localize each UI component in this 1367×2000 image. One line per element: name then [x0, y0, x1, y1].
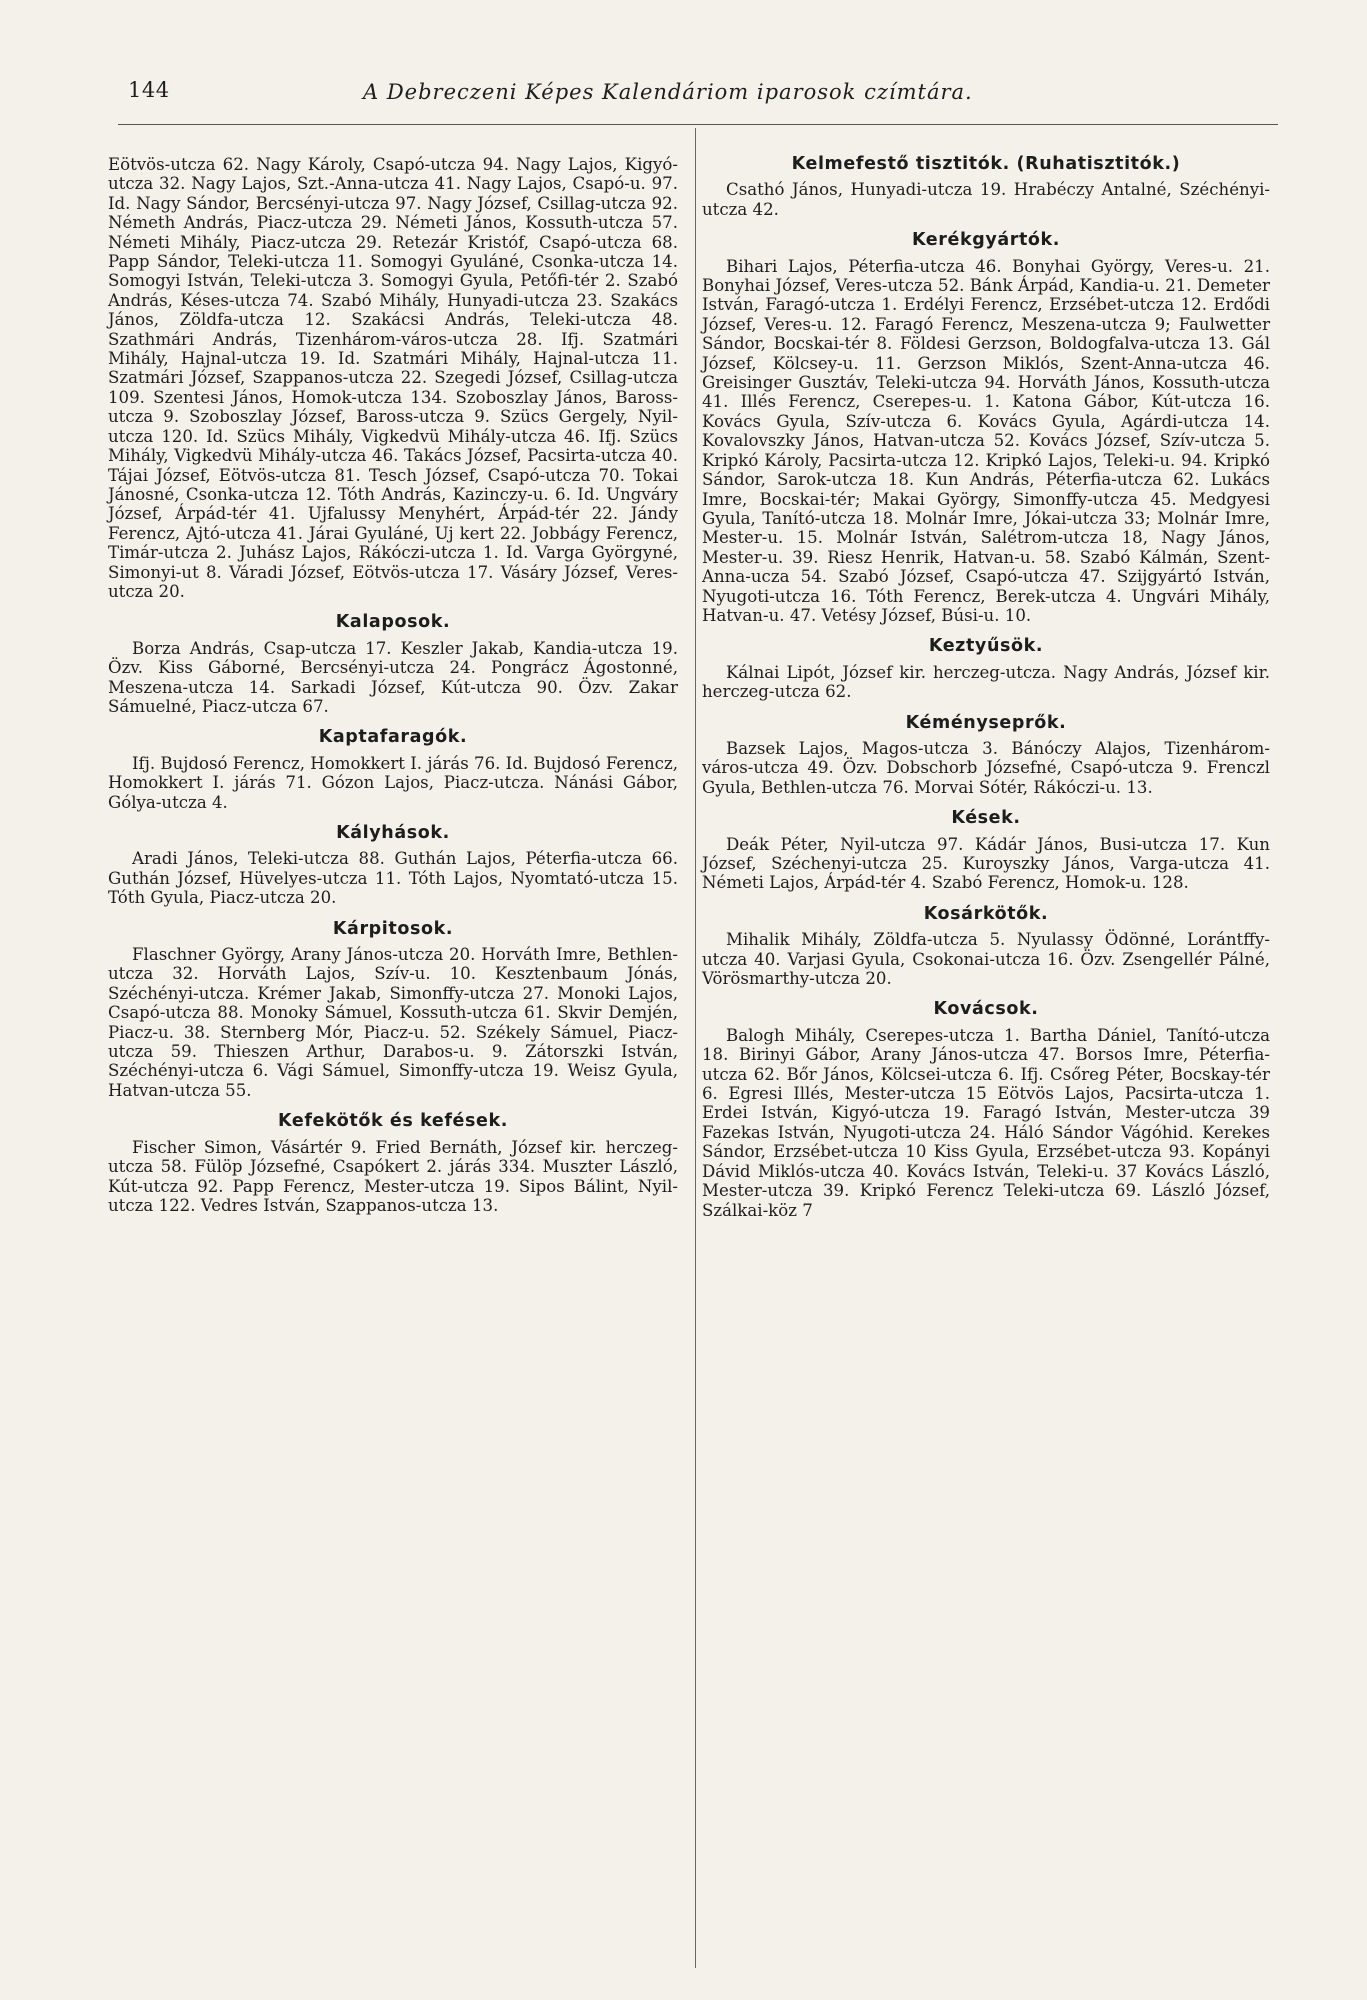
- section-heading: Kaptafaragók.: [318, 727, 468, 748]
- section-body: Aradi János, Teleki-utcza 88. Guthán Lajos, Péterfia-utcza 66. Guthán József, Hüvelyes-utcza 11. Tóth Lajos, Nyomtató-utcza 15. Tóth Gyula, Piacz-utcza 20.: [108, 849, 678, 908]
- section-heading: Keztyűsök.: [928, 636, 1044, 657]
- section-kaptafaragok: [108, 728, 678, 812]
- section-body: Borza András, Csap-utcza 17. Keszler Jakab, Kandia-utcza 19. Özv. Kiss Gáborné, Bercsényi-utcza 24. Pongrácz Ágostonné, Meszena-utcza 14. Sarkadi József, Kút-utcza 90. Özv. Zakar Sámuelné, Piacz-utcza 67.: [108, 638, 678, 716]
- section-kosarkotok: [702, 905, 1270, 989]
- section-body: Fischer Simon, Vásártér 9. Fried Bernáth, József kir. herczeg-utcza 58. Fülöp Józsefné, Csapókert 2. járás 334. Muszter László, Kút-utcza 92. Papp Ferencz, Mester-utcza 19. Sipos Bálint, Nyil-utcza 122. Vedres István, Szappanos-utcza 13.: [108, 1137, 678, 1215]
- section-body: Ifj. Bujdosó Ferencz, Homokkert I. járás 76. Id. Bujdosó Ferencz, Homokkert I. járás 71. Gózon Lajos, Piacz-utcza. Nánási Gábor, Gólya-utcza 4.: [108, 753, 678, 812]
- section-body: Deák Péter, Nyil-utcza 97. Kádár János, Busi-utcza 17. Kun József, Széchenyi-utcza 25. Kuroyszky János, Varga-utcza 41. Németi Lajos, Árpád-tér 4. Szabó Ferencz, Homok-u. 128.: [702, 834, 1270, 893]
- column-divider: [695, 128, 696, 1968]
- section-heading: Kalaposok.: [335, 612, 451, 633]
- section-kelmefesto: [702, 155, 1270, 219]
- header-rule: [118, 124, 1278, 125]
- section-kalyhasok: [108, 824, 678, 908]
- page-header: [118, 78, 1278, 114]
- section-heading: Kerékgyártók.: [911, 230, 1061, 251]
- section-body: Bazsek Lajos, Magos-utcza 3. Bánóczy Alajos, Tizenhárom-város-utcza 49. Özv. Dobschorb Józsefné, Csapó-utcza 9. Frenczl Gyula, Bethlen-utcza 76. Morvai Sótér, Rákóczi-u. 13.: [702, 738, 1270, 797]
- section-heading: Kárpitosok.: [332, 918, 454, 939]
- section-body: Mihalik Mihály, Zöldfa-utcza 5. Nyulassy Ödönné, Lorántffy-utcza 40. Varjasi Gyula, Csokonai-utcza 16. Özv. Zsengellér Pálné, Vörösmarthy-utcza 20.: [702, 930, 1270, 989]
- section-heading: Kéményseprők.: [905, 712, 1067, 733]
- section-kefekotok: [108, 1112, 678, 1215]
- section-heading: Kelmefestő tisztitók. (Ruhatisztitók.): [791, 154, 1181, 174]
- section-kemenyseprok: [702, 714, 1270, 798]
- section-body: Flaschner György, Arany János-utcza 20. Horváth Imre, Bethlen-utcza 32. Horváth Lajos, Szív-u. 10. Kesztenbaum Jónás, Széchényi-utcza. Krémer Jakab, Simonffy-utcza 27. Monoki Lajos, Csapó-utcza 88. Monoky Sámuel, Kossuth-utcza 61. Skvir Demjén, Piacz-u. 38. Sternberg Mór, Piacz-u. 52. Székely Sámuel, Piacz-utcza 59. Thieszen Arthur, Darabos-u. 9. Zátorszki István, Széchényi-utcza 6. Vági Sámuel, Simonffy-utcza 19. Weisz Gyula, Hatvan-utcza 55.: [108, 945, 678, 1100]
- continued-listing: Eötvös-utcza 62. Nagy Károly, Csapó-utcza 94. Nagy Lajos, Kigyó-utcza 32. Nagy Lajos, Szt.-Anna-utcza 41. Nagy Lajos, Csapó-u. 97. Id. Nagy Sándor, Bercsényi-utcza 97. Nagy József, Csillag-utcza 92. Németh András, Piacz-utcza 29. Németi János, Kossuth-utcza 57. Németi Mihály, Piacz-utcza 29. Retezár Kristóf, Csapó-utcza 68. Papp Sándor, Teleki-utcza 11. Somogyi Gyuláné, Csonka-utcza 14. Somogyi István, Teleki-utcza 3. Somogyi Gyula, Petőfi-tér 2. Szabó András, Késes-utcza 74. Szabó Mihály, Hunyadi-utcza 23. Szakács János, Zöldfa-utcza 12. Szakácsi András, Teleki-utcza 48. Szathmári András, Tizenhárom-város-utcza 28. Ifj. Szatmári Mihály, Hajnal-utcza 19. Id. Szatmári Mihály, Hajnal-utcza 11. Szatmári József, Szappanos-utcza 22. Szegedi József, Csillag-utcza 109. Szentesi János, Homok-utcza 134. Szoboszlay János, Baross-utcza 9. Szoboszlay József, Baross-utcza 9. Szücs Gergely, Nyil-utcza 120. Id. Szücs Mihály, Vigkedvü Mihály-utcza 46. Ifj. Szücs Mihály, Vigkedvü Mihály-utcza 46. Takács József, Pacsirta-utcza 40. Tájai József, Eötvös-utcza 81. Tesch József, Csapó-utcza 70. Tokai Jánosné, Csonka-utcza 12. Tóth András, Kazinczy-u. 6. Id. Ungváry József, Árpád-tér 41. Ujfalussy Menyhért, Árpád-tér 22. Jándy Ferencz, Ajtó-utcza 41. Járai Gyuláné, Uj kert 22. Jobbágy Ferencz, Timár-utcza 2. Juhász Lajos, Rákóczi-utcza 1. Id. Varga Györgyné, Simonyi-ut 8. Váradi József, Eötvös-utcza 17. Vásáry József, Veres-utcza 20.: [108, 155, 678, 601]
- section-kerekgyartok: [702, 231, 1270, 625]
- running-title: A Debreczeni Képes Kalendáriom iparosok czímtára.: [363, 80, 973, 104]
- section-body: Kálnai Lipót, József kir. herczeg-utcza. Nagy András, József kir. herczeg-utcza 62.: [702, 662, 1270, 702]
- section-heading: Kefekötők és kefések.: [278, 1111, 508, 1132]
- right-column: [702, 155, 1270, 1220]
- page-number: 144: [128, 78, 170, 102]
- section-heading: Kések.: [951, 808, 1021, 829]
- section-body: Balogh Mihály, Cserepes-utcza 1. Bartha Dániel, Tanító-utcza 18. Birinyi Gábor, Arany János-utcza 47. Borsos Imre, Péterfia-utcza 62. Bőr János, Kölcsei-utcza 6. Ifj. Csőreg Péter, Bocskay-tér 6. Egresi Illés, Mester-utcza 15 Eötvös Lajos, Pacsirta-utcza 1. Erdei István, Kigyó-utcza 19. Faragó István, Mester-utcza 39 Fazekas István, Nyugoti-utcza 24. Háló Sándor Vágóhid. Kerekes Sándor, Erzsébet-utcza 10 Kiss Gyula, Erzsébet-utcza 93. Kopányi Dávid Miklós-utcza 40. Kovács István, Teleki-u. 37 Kovács László, Mester-utcza 39. Kripkó Ferencz Teleki-utcza 69. László József, Szálkai-köz 7: [702, 1025, 1270, 1220]
- section-heading: Kosárkötők.: [923, 903, 1049, 924]
- section-heading: Kályhások.: [336, 823, 450, 843]
- section-kovacsok: [702, 1000, 1270, 1219]
- section-body: Bihari Lajos, Péterfia-utcza 46. Bonyhai György, Veres-u. 21. Bonyhai József, Veres-utcza 52. Bánk Árpád, Kandia-u. 21. Demeter István, Faragó-utcza 1. Erdélyi Ferencz, Erzsébet-utcza 12. Erdődi József, Veres-u. 12. Faragó Ferencz, Meszena-utcza 9; Faulwetter Sándor, Bocskai-tér 8. Földesi Gerzson, Boldogfalva-utcza 13. Gál József, Kölcsey-u. 11. Gerzson Miklós, Szent-Anna-utcza 46. Greisinger Gusztáv, Teleki-utcza 94. Horváth János, Kossuth-utcza 41. Illés Ferencz, Cserepes-u. 1. Katona Gábor, Kút-utcza 16. Kovács Gyula, Szív-utcza 6. Kovács Gyula, Agárdi-utcza 14. Kovalovszky János, Hatvan-utcza 52. Kovács József, Szív-utcza 5. Kripkó Károly, Pacsirta-utcza 12. Kripkó Lajos, Teleki-u. 94. Kripkó Sándor, Sarok-utcza 18. Kun András, Péterfia-utcza 62. Lukács Imre, Bocskai-tér; Makai György, Simonffy-utcza 45. Medgyesi Gyula, Tanító-utcza 18. Molnár Imre, Jókai-utcza 33; Molnár Imre, Mester-u. 15. Molnár István, Salétrom-utcza 18, Nagy János, Mester-u. 39. Riesz Henrik, Hatvan-u. 58. Szabó Kálmán, Szent-Anna-ucza 54. Szabó József, Csapó-utcza 47. Szijgyártó István, Nyugoti-utcza 16. Tóth Ferencz, Berek-utcza 4. Ungvári Mihály, Hatvan-u. 47. Vetésy József, Búsi-u. 10.: [702, 256, 1270, 625]
- section-body: Csathó János, Hunyadi-utcza 19. Hrabéczy Antalné, Széchényi-utcza 42.: [702, 180, 1270, 219]
- left-column: [108, 155, 678, 1215]
- section-keztyusok: [702, 637, 1270, 701]
- section-heading: Kovácsok.: [933, 999, 1039, 1020]
- section-kesesek: [702, 809, 1270, 893]
- section-karpitosok: [108, 920, 678, 1101]
- section-kalaposok: [108, 613, 678, 716]
